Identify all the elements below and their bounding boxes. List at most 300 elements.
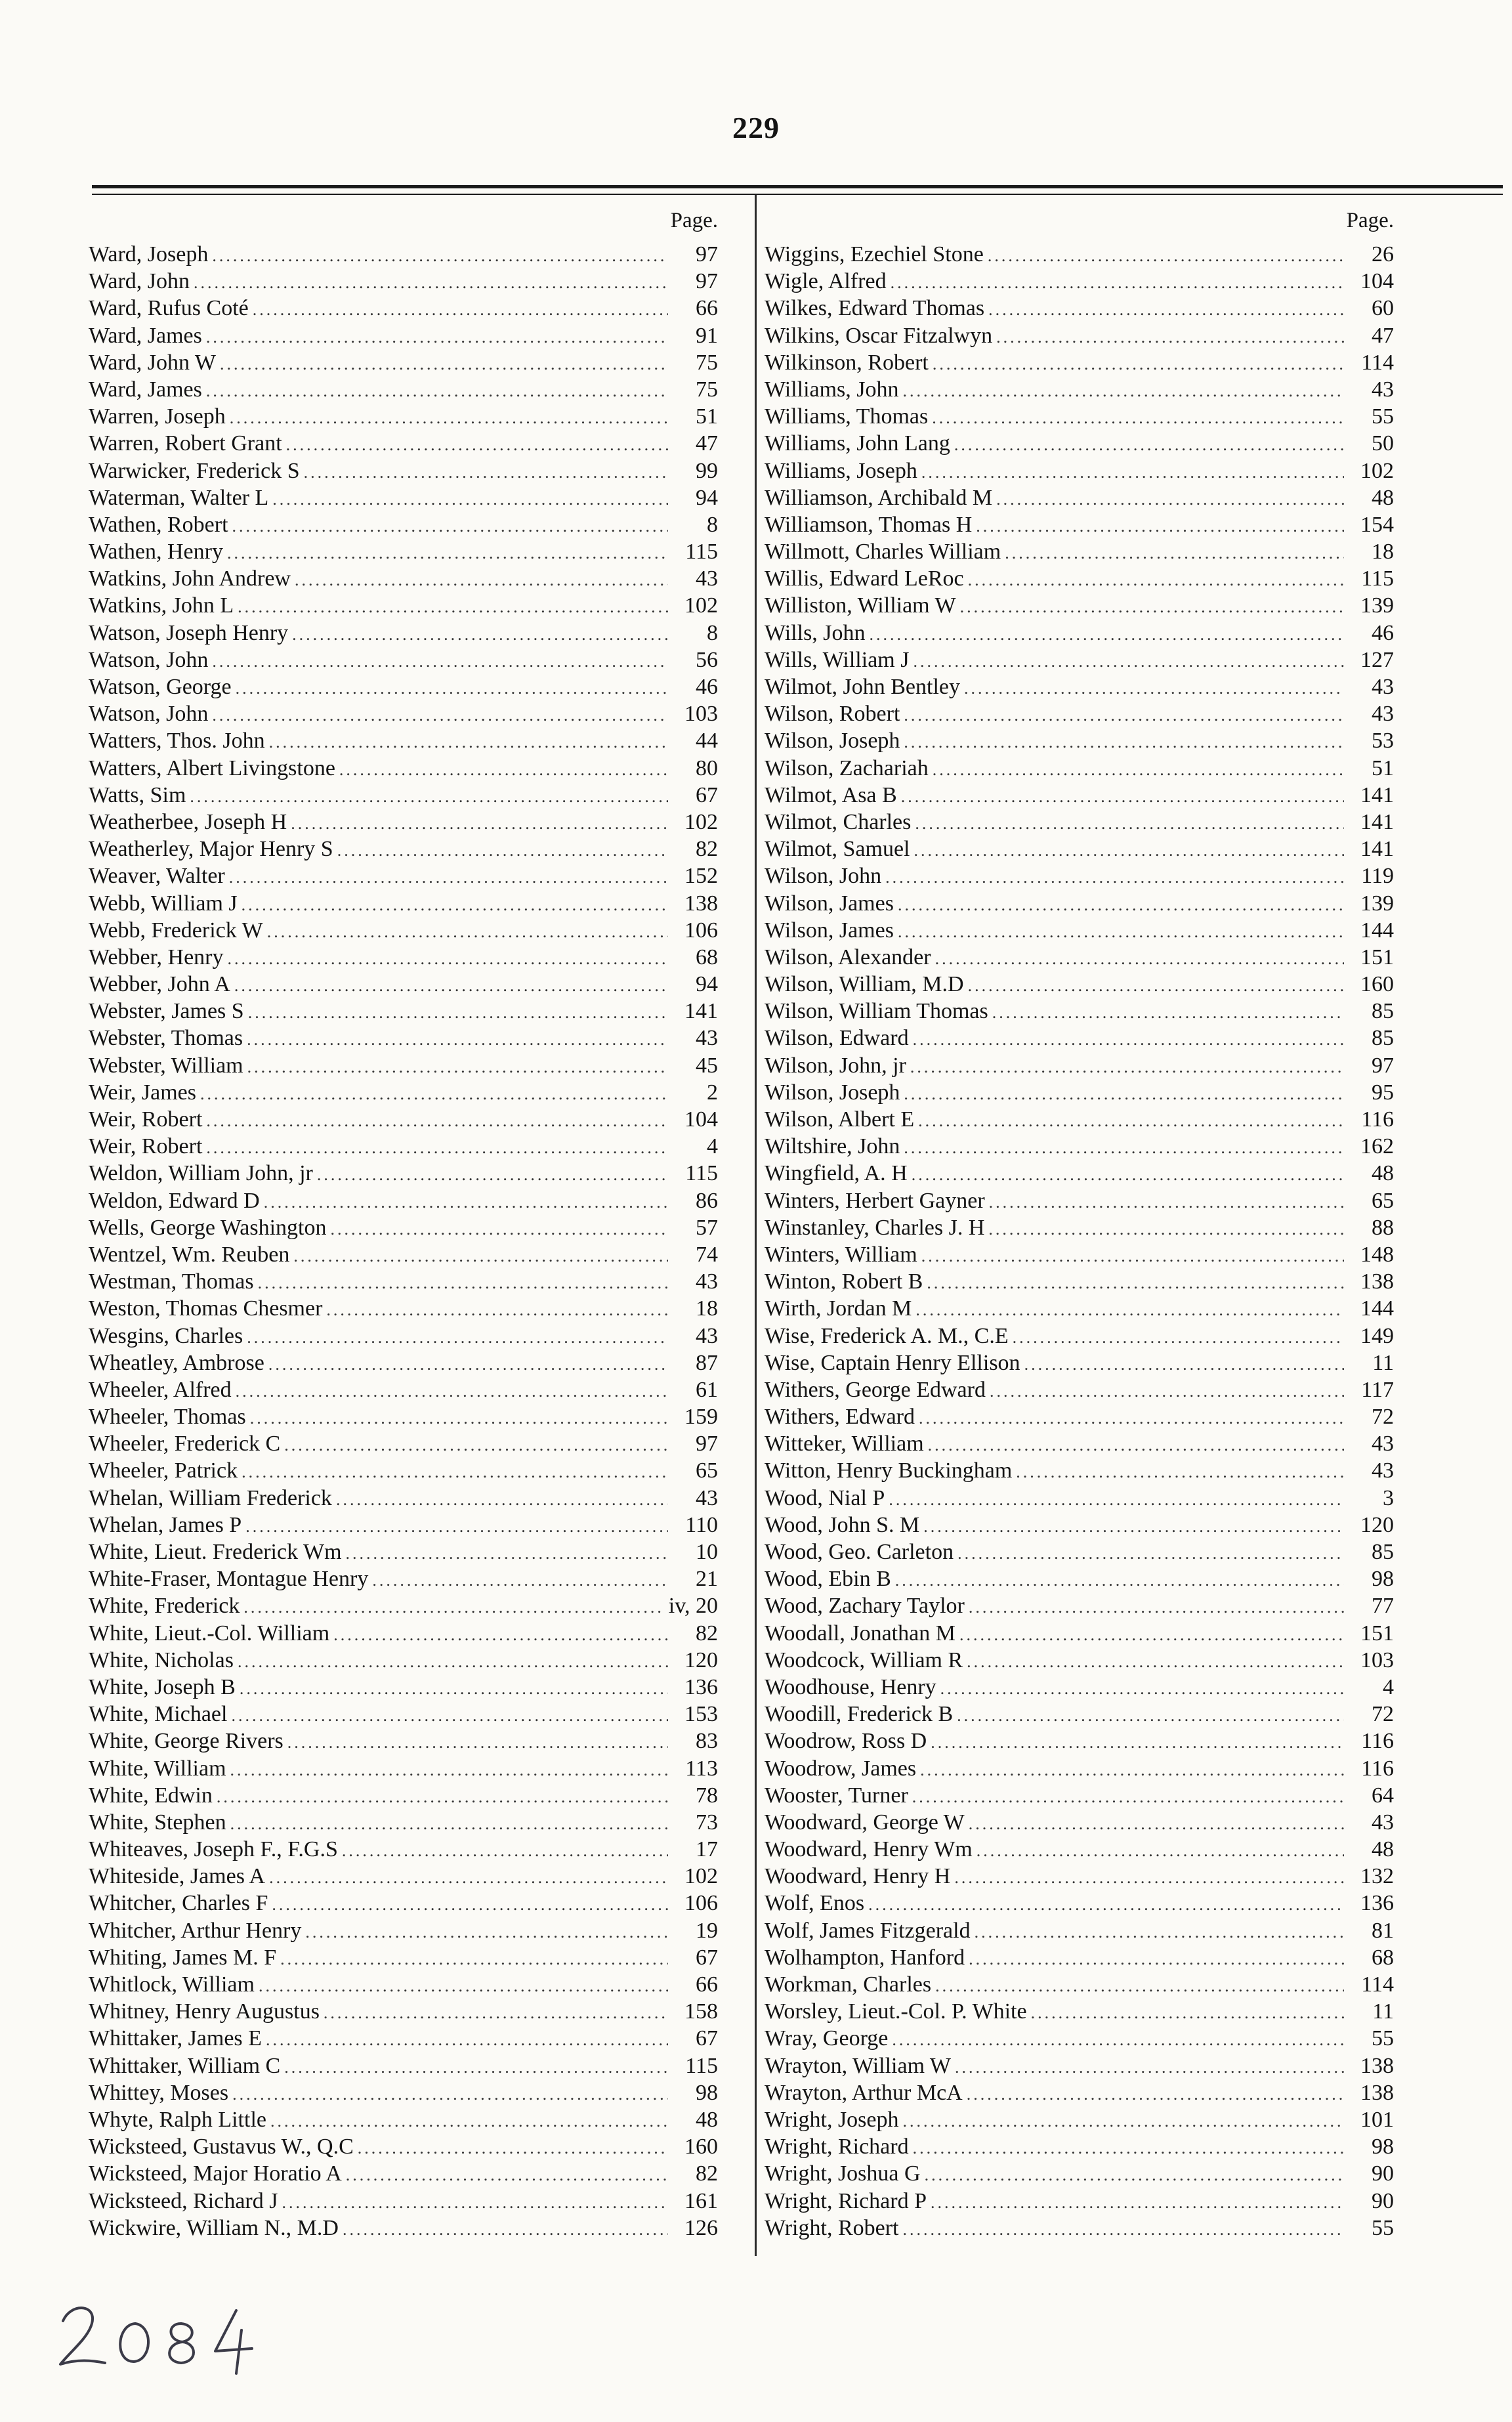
entry-page: 85 bbox=[1372, 1026, 1394, 1051]
entry-name: Wheatley, Ambrose bbox=[89, 1350, 264, 1375]
index-entry bbox=[765, 1809, 1398, 1836]
index-entry bbox=[89, 322, 722, 349]
entry-page: 132 bbox=[1360, 1864, 1394, 1889]
entry-name: Wiltshire, John bbox=[765, 1134, 900, 1159]
entry-page: 43 bbox=[696, 1323, 718, 1348]
entry-name: White, George Rivers bbox=[89, 1729, 284, 1754]
entry-name: Witton, Henry Buckingham bbox=[765, 1458, 1013, 1483]
entry-page: 98 bbox=[1372, 1567, 1394, 1592]
entry-name: Wirth, Jordan M bbox=[765, 1296, 912, 1321]
entry-name: Wood, Geo. Carleton bbox=[765, 1540, 954, 1564]
entry-name: Wrayton, Arthur McA bbox=[765, 2080, 963, 2105]
entry-name: Wilson, William, M.D bbox=[765, 972, 964, 997]
dot-leader bbox=[264, 1189, 668, 1216]
index-entry bbox=[765, 511, 1398, 538]
index-entry bbox=[89, 836, 722, 862]
index-entry bbox=[89, 1268, 722, 1295]
index-entry bbox=[765, 620, 1398, 647]
index-entry bbox=[765, 295, 1398, 322]
entry-name: Weir, James bbox=[89, 1080, 196, 1105]
dot-leader bbox=[889, 1486, 1344, 1513]
index-entry bbox=[89, 1160, 722, 1187]
dot-leader bbox=[242, 1458, 668, 1485]
dot-leader bbox=[238, 593, 668, 620]
entry-page: 17 bbox=[696, 1837, 718, 1862]
dot-leader bbox=[342, 1837, 668, 1864]
dot-leader bbox=[232, 513, 668, 540]
index-entry bbox=[89, 403, 722, 430]
index-entry bbox=[765, 457, 1398, 484]
entry-page: 55 bbox=[1372, 2215, 1394, 2240]
entry-name: Woodward, George W bbox=[765, 1810, 965, 1835]
index-entry bbox=[89, 1728, 722, 1754]
entry-name: Wolf, James Fitzgerald bbox=[765, 1918, 971, 1943]
entry-page: 120 bbox=[1360, 1512, 1394, 1537]
entry-name: Woodall, Jonathan M bbox=[765, 1621, 956, 1646]
dot-leader bbox=[190, 783, 668, 810]
dot-leader bbox=[336, 1486, 668, 1513]
dot-leader bbox=[968, 972, 1344, 999]
dot-leader bbox=[266, 2026, 668, 2053]
dot-leader bbox=[957, 1702, 1344, 1729]
entry-name: Wathen, Robert bbox=[89, 512, 228, 537]
entry-name: Wills, John bbox=[765, 620, 866, 645]
index-entry bbox=[765, 998, 1398, 1025]
index-entry bbox=[765, 1295, 1398, 1322]
dot-leader bbox=[267, 918, 668, 945]
entry-page: 45 bbox=[696, 1053, 718, 1078]
dot-leader bbox=[940, 1675, 1344, 1702]
index-entry bbox=[89, 1592, 722, 1619]
entry-page: 152 bbox=[684, 864, 718, 889]
index-entry bbox=[765, 1890, 1398, 1917]
entry-page: 104 bbox=[684, 1107, 718, 1132]
index-entry bbox=[765, 1674, 1398, 1701]
dot-leader bbox=[230, 404, 668, 431]
index-entry bbox=[89, 1079, 722, 1106]
entry-page: 102 bbox=[684, 809, 718, 834]
entry-page: 43 bbox=[1372, 1458, 1394, 1483]
index-entry bbox=[765, 1539, 1398, 1565]
index-entry bbox=[765, 1485, 1398, 1512]
index-entry bbox=[765, 1106, 1398, 1133]
entry-name: Wheeler, Alfred bbox=[89, 1377, 232, 1402]
entry-page: 43 bbox=[696, 1026, 718, 1051]
dot-leader bbox=[913, 1026, 1344, 1053]
entry-page: 160 bbox=[684, 2135, 718, 2159]
dot-leader bbox=[914, 837, 1345, 864]
entry-name: White, Nicholas bbox=[89, 1647, 234, 1672]
entry-page: 46 bbox=[696, 675, 718, 699]
index-entry bbox=[89, 971, 722, 998]
entry-name: Westman, Thomas bbox=[89, 1269, 254, 1294]
entry-page: 48 bbox=[1372, 1161, 1394, 1186]
entry-page: 141 bbox=[1360, 809, 1394, 834]
entry-page: 44 bbox=[696, 729, 718, 754]
entry-page: 116 bbox=[1361, 1729, 1394, 1754]
index-entry bbox=[765, 1917, 1398, 1944]
column-divider bbox=[755, 195, 757, 2256]
entry-name: Wheeler, Patrick bbox=[89, 1458, 238, 1483]
dot-leader bbox=[898, 891, 1344, 918]
dot-leader bbox=[339, 756, 668, 783]
index-entry bbox=[765, 349, 1398, 376]
index-entry bbox=[765, 944, 1398, 971]
dot-leader bbox=[324, 1999, 668, 2026]
dot-leader bbox=[988, 296, 1344, 323]
entry-page: 43 bbox=[696, 1269, 718, 1294]
entry-name: Webster, William bbox=[89, 1053, 243, 1078]
dot-leader bbox=[904, 1134, 1344, 1161]
entry-name: Webster, Thomas bbox=[89, 1026, 243, 1051]
entry-name: Weatherley, Major Henry S bbox=[89, 837, 333, 862]
dot-leader bbox=[206, 1134, 668, 1161]
dot-leader bbox=[258, 1269, 668, 1296]
entry-name: Wilson, Edward bbox=[765, 1026, 909, 1051]
entry-page: 91 bbox=[696, 323, 718, 348]
entry-name: Ward, John bbox=[89, 269, 190, 294]
entry-page: 46 bbox=[1372, 620, 1394, 645]
index-entry bbox=[89, 1782, 722, 1809]
dot-leader bbox=[931, 2189, 1344, 2216]
index-entry bbox=[765, 1998, 1398, 2025]
entry-page: 138 bbox=[684, 891, 718, 916]
entry-name: Williams, John bbox=[765, 377, 899, 402]
dot-leader bbox=[206, 1107, 668, 1134]
entry-page: 43 bbox=[1372, 1810, 1394, 1835]
index-entry bbox=[89, 1998, 722, 2025]
entry-page: 97 bbox=[696, 269, 718, 294]
index-entry bbox=[765, 1187, 1398, 1214]
entry-name: Wicksteed, Major Horatio A bbox=[89, 2161, 342, 2186]
entry-page: 110 bbox=[685, 1512, 718, 1537]
entry-page: 67 bbox=[696, 2026, 718, 2051]
dot-leader bbox=[231, 1702, 668, 1729]
index-entry bbox=[89, 1890, 722, 1917]
dot-leader bbox=[913, 648, 1344, 675]
dot-leader bbox=[282, 2189, 669, 2216]
dot-leader bbox=[343, 2216, 668, 2243]
index-column-left bbox=[89, 200, 722, 2241]
entry-page: 43 bbox=[1372, 377, 1394, 402]
entry-page: 11 bbox=[1372, 1350, 1394, 1375]
index-entry bbox=[765, 1647, 1398, 1674]
dot-leader bbox=[967, 1648, 1344, 1675]
entry-name: Wesgins, Charles bbox=[89, 1323, 243, 1348]
entry-page: 116 bbox=[1361, 1756, 1394, 1781]
entry-page: 136 bbox=[1360, 1891, 1394, 1916]
entry-name: Whelan, William Frederick bbox=[89, 1485, 332, 1510]
entry-page: 55 bbox=[1372, 2026, 1394, 2051]
entry-page: 102 bbox=[684, 593, 718, 618]
index-entry bbox=[765, 1836, 1398, 1863]
index-entry bbox=[765, 2215, 1398, 2241]
entry-page: 65 bbox=[1372, 1188, 1394, 1213]
dot-leader bbox=[250, 1405, 668, 1432]
entry-name: Woodrow, Ross D bbox=[765, 1729, 927, 1754]
index-entry bbox=[89, 620, 722, 647]
index-entry bbox=[765, 1241, 1398, 1268]
entry-name: Wood, Zachary Taylor bbox=[765, 1594, 965, 1619]
entry-page: 90 bbox=[1372, 2188, 1394, 2213]
index-entry bbox=[89, 349, 722, 376]
dot-leader bbox=[247, 1053, 668, 1080]
index-entry bbox=[89, 592, 722, 619]
entry-name: Watson, John bbox=[89, 647, 209, 672]
entry-name: Woodill, Frederick B bbox=[765, 1702, 954, 1727]
index-entry bbox=[765, 1160, 1398, 1187]
index-entry bbox=[89, 538, 722, 565]
index-entry bbox=[765, 1944, 1398, 1971]
entry-page: 103 bbox=[684, 702, 718, 727]
dot-leader bbox=[227, 540, 668, 566]
entry-name: Watkins, John Andrew bbox=[89, 566, 291, 591]
dot-leader bbox=[194, 269, 668, 296]
index-entry bbox=[89, 1971, 722, 1998]
index-entry bbox=[765, 2025, 1398, 2052]
entry-name: Wills, William J bbox=[765, 647, 910, 672]
entry-page: 85 bbox=[1372, 1540, 1394, 1564]
dot-leader bbox=[242, 891, 668, 918]
index-entry bbox=[89, 782, 722, 809]
dot-leader bbox=[253, 296, 668, 323]
dot-leader bbox=[1005, 540, 1344, 566]
entry-name: Wilson, James bbox=[765, 891, 894, 916]
dot-leader bbox=[923, 1513, 1344, 1540]
index-entry bbox=[89, 890, 722, 917]
entry-name: Wise, Captain Henry Ellison bbox=[765, 1350, 1020, 1375]
dot-leader bbox=[236, 1378, 668, 1405]
entry-name: Winton, Robert B bbox=[765, 1269, 923, 1294]
entry-name: Wilkes, Edward Thomas bbox=[765, 296, 985, 321]
entry-name: Ward, John W bbox=[89, 350, 216, 375]
dot-leader bbox=[206, 324, 668, 351]
index-entry bbox=[89, 1917, 722, 1944]
index-entry bbox=[765, 1052, 1398, 1079]
entry-page: 114 bbox=[1361, 1972, 1394, 1997]
entry-page: 94 bbox=[696, 972, 718, 997]
entry-name: Weir, Robert bbox=[89, 1134, 203, 1159]
index-entry bbox=[765, 862, 1398, 889]
entry-page: 75 bbox=[696, 377, 718, 402]
index-entry bbox=[765, 727, 1398, 754]
entry-page: 87 bbox=[696, 1350, 718, 1375]
dot-leader bbox=[885, 864, 1344, 891]
entry-name: Willmott, Charles William bbox=[765, 540, 1001, 564]
entry-name: Williams, Thomas bbox=[765, 404, 929, 429]
entry-name: Worsley, Lieut.-Col. P. White bbox=[765, 1999, 1027, 2024]
index-entry bbox=[89, 2133, 722, 2160]
entry-page: 85 bbox=[1372, 999, 1394, 1024]
handwritten-note-2084 bbox=[51, 2291, 261, 2383]
index-entry bbox=[89, 755, 722, 782]
dot-leader bbox=[988, 242, 1344, 269]
entry-name: Whittey, Moses bbox=[89, 2080, 229, 2105]
dot-leader bbox=[928, 1432, 1344, 1458]
dot-leader bbox=[918, 1107, 1344, 1134]
entry-name: Watson, Joseph Henry bbox=[89, 620, 289, 645]
dot-leader bbox=[904, 702, 1344, 729]
dot-leader bbox=[346, 2161, 668, 2188]
entry-name: Wentzel, Wm. Reuben bbox=[89, 1242, 290, 1267]
index-entry bbox=[765, 2106, 1398, 2133]
dot-leader bbox=[990, 1378, 1344, 1405]
entry-page: 48 bbox=[1372, 1837, 1394, 1862]
entry-page: 138 bbox=[1360, 1269, 1394, 1294]
dot-leader bbox=[232, 2081, 668, 2108]
dot-leader bbox=[988, 1216, 1344, 1243]
index-entry bbox=[89, 647, 722, 673]
dot-leader bbox=[326, 1296, 668, 1323]
index-entry bbox=[89, 2052, 722, 2079]
entry-name: Wilson, John bbox=[765, 864, 882, 889]
index-entry bbox=[765, 1457, 1398, 1484]
dot-leader bbox=[935, 1972, 1344, 1999]
entry-page: 72 bbox=[1372, 1702, 1394, 1727]
index-entry bbox=[765, 322, 1398, 349]
dot-leader bbox=[960, 593, 1344, 620]
entry-page: 64 bbox=[1372, 1783, 1394, 1808]
entry-page: 138 bbox=[1360, 2080, 1394, 2105]
entry-page: 61 bbox=[696, 1377, 718, 1402]
index-entry bbox=[765, 565, 1398, 592]
dot-leader bbox=[921, 1243, 1344, 1269]
index-entry bbox=[765, 1079, 1398, 1106]
dot-leader bbox=[333, 1621, 668, 1648]
entry-page: 98 bbox=[696, 2080, 718, 2105]
entry-name: Wood, Nial P bbox=[765, 1485, 885, 1510]
entry-page: 3 bbox=[1383, 1485, 1394, 1510]
entry-page: 65 bbox=[696, 1458, 718, 1483]
index-entry bbox=[765, 1376, 1398, 1403]
index-entry bbox=[89, 1241, 722, 1268]
entry-name: Wilson, Zachariah bbox=[765, 755, 929, 780]
entry-name: Whiteaves, Joseph F., F.G.S bbox=[89, 1837, 338, 1862]
entry-name: Wilmot, Charles bbox=[765, 809, 912, 834]
entry-name: Wilson, William Thomas bbox=[765, 999, 988, 1024]
entry-list bbox=[765, 241, 1398, 2241]
entry-page: 102 bbox=[684, 1864, 718, 1889]
index-column-right bbox=[765, 200, 1398, 2241]
dot-leader bbox=[1024, 1351, 1344, 1378]
dot-leader bbox=[957, 1540, 1344, 1567]
entry-page: 162 bbox=[1360, 1134, 1394, 1159]
dot-leader bbox=[975, 1919, 1344, 1945]
entry-name: Watters, Albert Livingstone bbox=[89, 755, 335, 780]
index-entry bbox=[89, 1539, 722, 1565]
entry-name: Wilson, Joseph bbox=[765, 729, 900, 754]
entry-page: 141 bbox=[1360, 782, 1394, 807]
entry-page: 48 bbox=[696, 2107, 718, 2132]
index-entry bbox=[89, 295, 722, 322]
index-entry bbox=[765, 1971, 1398, 1998]
entry-page: 18 bbox=[1372, 540, 1394, 564]
entry-page: 139 bbox=[1360, 593, 1394, 618]
index-entry bbox=[89, 1106, 722, 1133]
dot-leader bbox=[996, 324, 1344, 351]
index-entry bbox=[765, 782, 1398, 809]
entry-name: Warren, Robert Grant bbox=[89, 431, 282, 456]
entry-page: 159 bbox=[684, 1405, 718, 1430]
entry-name: Withers, Edward bbox=[765, 1405, 915, 1430]
dot-leader bbox=[248, 999, 668, 1026]
dot-leader bbox=[229, 864, 668, 891]
entry-name: Wilkins, Oscar Fitzalwyn bbox=[765, 323, 993, 348]
dot-leader bbox=[220, 351, 668, 377]
entry-page: 11 bbox=[1372, 1999, 1394, 2024]
entry-name: White, William bbox=[89, 1756, 226, 1781]
entry-page: 43 bbox=[1372, 702, 1394, 727]
entry-name: Williamson, Archibald M bbox=[765, 485, 993, 510]
index-entry bbox=[765, 2133, 1398, 2160]
entry-name: Whitcher, Arthur Henry bbox=[89, 1918, 302, 1943]
dot-leader bbox=[891, 269, 1344, 296]
dot-leader bbox=[269, 729, 668, 755]
entry-name: Watson, George bbox=[89, 675, 232, 699]
index-entry bbox=[89, 700, 722, 727]
index-entry bbox=[765, 1620, 1398, 1647]
index-entry bbox=[765, 647, 1398, 673]
entry-page: 55 bbox=[1372, 404, 1394, 429]
index-entry bbox=[89, 673, 722, 700]
entry-name: Whittaker, James E bbox=[89, 2026, 262, 2051]
entry-name: Withers, George Edward bbox=[765, 1377, 986, 1402]
index-entry bbox=[89, 2160, 722, 2187]
dot-leader bbox=[920, 1756, 1344, 1783]
entry-page: 126 bbox=[684, 2215, 718, 2240]
entry-name: Ward, Joseph bbox=[89, 242, 209, 266]
index-entry bbox=[765, 1214, 1398, 1241]
entry-name: Woodcock, William R bbox=[765, 1647, 963, 1672]
dot-leader bbox=[959, 1621, 1344, 1648]
dot-leader bbox=[212, 242, 668, 269]
entry-page: 82 bbox=[696, 1621, 718, 1646]
entry-name: Workman, Charles bbox=[765, 1972, 932, 1997]
dot-leader bbox=[912, 1161, 1344, 1188]
entry-page: 144 bbox=[1360, 918, 1394, 943]
index-entry bbox=[89, 376, 722, 403]
entry-page: 81 bbox=[1372, 1918, 1394, 1943]
entry-name: Wolhampton, Hanford bbox=[765, 1945, 965, 1970]
index-entry bbox=[89, 1620, 722, 1647]
entry-name: Whitney, Henry Augustus bbox=[89, 1999, 320, 2024]
index-entry bbox=[89, 1403, 722, 1430]
entry-name: Ward, Rufus Coté bbox=[89, 296, 249, 321]
dot-leader bbox=[284, 2054, 668, 2081]
entry-name: White, Lieut. Frederick Wm bbox=[89, 1540, 342, 1564]
entry-page: 158 bbox=[684, 1999, 718, 2024]
entry-page: 82 bbox=[696, 837, 718, 862]
top-rule-thick bbox=[92, 185, 1503, 188]
entry-name: Whiteside, James A bbox=[89, 1864, 266, 1889]
entry-page: 66 bbox=[696, 1972, 718, 1997]
entry-name: Williamson, Thomas H bbox=[765, 512, 973, 537]
index-entry bbox=[89, 862, 722, 889]
index-entry bbox=[765, 1323, 1398, 1349]
index-entry bbox=[89, 809, 722, 836]
dot-leader bbox=[247, 1324, 668, 1351]
entry-page: 98 bbox=[1372, 2135, 1394, 2159]
page-column-heading: Page. bbox=[670, 209, 718, 232]
entry-name: Whelan, James P bbox=[89, 1512, 242, 1537]
dot-leader bbox=[976, 1837, 1344, 1864]
entry-name: White, Stephen bbox=[89, 1810, 226, 1835]
dot-leader bbox=[240, 1675, 668, 1702]
entry-page: 43 bbox=[1372, 675, 1394, 699]
entry-page: 106 bbox=[684, 918, 718, 943]
dot-leader bbox=[1016, 1458, 1344, 1485]
entry-name: Wilmot, Samuel bbox=[765, 837, 910, 862]
